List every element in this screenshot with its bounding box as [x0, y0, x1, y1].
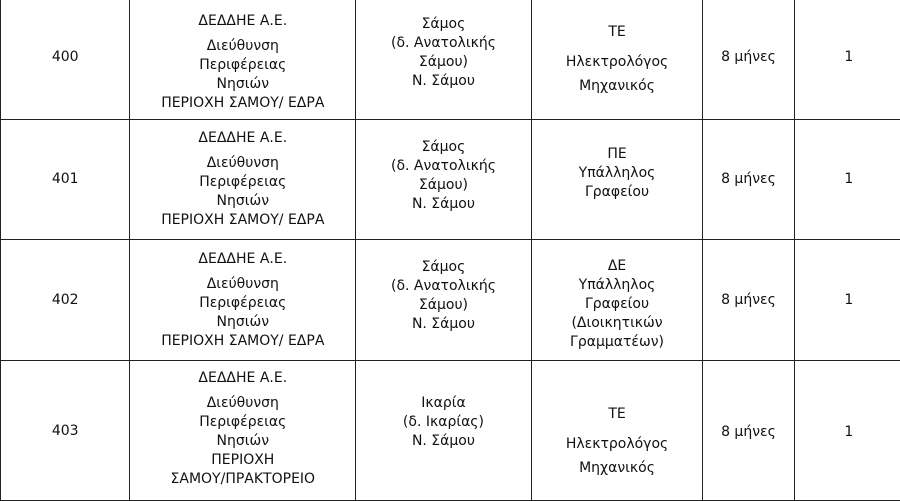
specialty-line: Ηλεκτρολόγος	[566, 432, 668, 456]
specialty-line: (Διοικητικών	[571, 314, 662, 333]
org-line: ΔΕΔΔΗΕ Α.Ε.	[198, 369, 287, 388]
specialty-cell	[531, 0, 703, 120]
location-line: Ικαρία	[421, 394, 465, 413]
specialty-line: Μηχανικός	[579, 456, 655, 480]
count-cell: 1	[794, 0, 900, 120]
specialty-line: Υπάλληλος	[579, 276, 656, 295]
organization-cell	[130, 240, 356, 361]
specialty-line: Γραμματέων)	[570, 333, 664, 352]
table-row	[1, 120, 900, 240]
org-line: ΔΕΔΔΗΕ Α.Ε.	[198, 250, 287, 269]
org-line: Διεύθυνση	[207, 275, 279, 294]
organization-cell	[130, 120, 356, 240]
location-line: Ν. Σάμου	[412, 432, 475, 451]
location-cell	[356, 0, 532, 120]
specialty-cell	[531, 240, 703, 361]
duration-cell: 8 μήνες	[703, 240, 794, 361]
location-line: (δ. Ανατολικής	[391, 34, 496, 53]
count-cell: 1	[794, 361, 900, 501]
specialty-cell	[531, 361, 703, 501]
org-line: Διεύθυνση	[207, 394, 279, 413]
position-code: 402	[1, 240, 130, 361]
org-line: Διεύθυνση	[207, 37, 279, 56]
org-line: Διεύθυνση	[207, 154, 279, 173]
location-cell	[356, 120, 532, 240]
org-line: ΣΑΜΟΥ/ΠΡΑΚΤΟΡΕΙΟ	[171, 470, 316, 489]
specialty-line: Γραφείου	[585, 183, 649, 202]
count-cell: 1	[794, 120, 900, 240]
location-line: Σάμου)	[419, 296, 468, 315]
duration-cell: 8 μήνες	[703, 361, 794, 501]
org-line: Νησιών	[217, 432, 270, 451]
location-line: (δ. Ικαρίας)	[403, 413, 484, 432]
location-line: (δ. Ανατολικής	[391, 157, 496, 176]
duration-cell: 8 μήνες	[703, 0, 794, 120]
specialty-line: Υπάλληλος	[579, 164, 656, 183]
location-line: Ν. Σάμου	[412, 72, 475, 91]
specialty-cell	[531, 120, 703, 240]
org-line: Περιφέρειας	[199, 413, 286, 432]
location-line: Σάμου)	[419, 53, 468, 72]
org-line: Περιφέρειας	[199, 56, 286, 75]
location-cell	[356, 240, 532, 361]
organization-cell	[130, 0, 356, 120]
location-line: Ν. Σάμου	[412, 195, 475, 214]
specialty-line: Μηχανικός	[579, 74, 655, 98]
org-line: ΔΕΔΔΗΕ Α.Ε.	[198, 129, 287, 148]
organization-cell	[130, 361, 356, 501]
org-line: Περιφέρειας	[199, 294, 286, 313]
org-line: Νησιών	[217, 192, 270, 211]
location-line: (δ. Ανατολικής	[391, 277, 496, 296]
location-cell	[356, 361, 532, 501]
count-cell: 1	[794, 240, 900, 361]
org-line: Περιφέρειας	[199, 173, 286, 192]
table-row	[1, 0, 900, 120]
table-row	[1, 240, 900, 361]
org-line: ΠΕΡΙΟΧΗ	[211, 451, 274, 470]
location-line: Ν. Σάμου	[412, 315, 475, 334]
location-line: Σάμου)	[419, 176, 468, 195]
specialty-line: ΤΕ	[608, 402, 625, 426]
org-line: Νησιών	[217, 313, 270, 332]
position-code: 403	[1, 361, 130, 501]
position-code: 401	[1, 120, 130, 240]
org-line: ΠΕΡΙΟΧΗ ΣΑΜΟΥ/ ΕΔΡΑ	[161, 211, 324, 230]
duration-cell: 8 μήνες	[703, 120, 794, 240]
location-line: Σάμος	[422, 138, 466, 157]
org-line: ΠΕΡΙΟΧΗ ΣΑΜΟΥ/ ΕΔΡΑ	[161, 94, 324, 113]
specialty-line: ΠΕ	[607, 145, 626, 164]
position-code: 400	[1, 0, 130, 120]
specialty-line: Ηλεκτρολόγος	[566, 50, 668, 74]
table-row	[1, 361, 900, 501]
org-line: ΔΕΔΔΗΕ Α.Ε.	[198, 12, 287, 31]
specialty-line: ΔΕ	[608, 257, 626, 276]
location-line: Σάμος	[422, 15, 466, 34]
specialty-line: Γραφείου	[585, 295, 649, 314]
org-line: ΠΕΡΙΟΧΗ ΣΑΜΟΥ/ ΕΔΡΑ	[161, 332, 324, 351]
specialty-line: ΤΕ	[608, 20, 625, 44]
location-line: Σάμος	[422, 258, 466, 277]
org-line: Νησιών	[217, 75, 270, 94]
